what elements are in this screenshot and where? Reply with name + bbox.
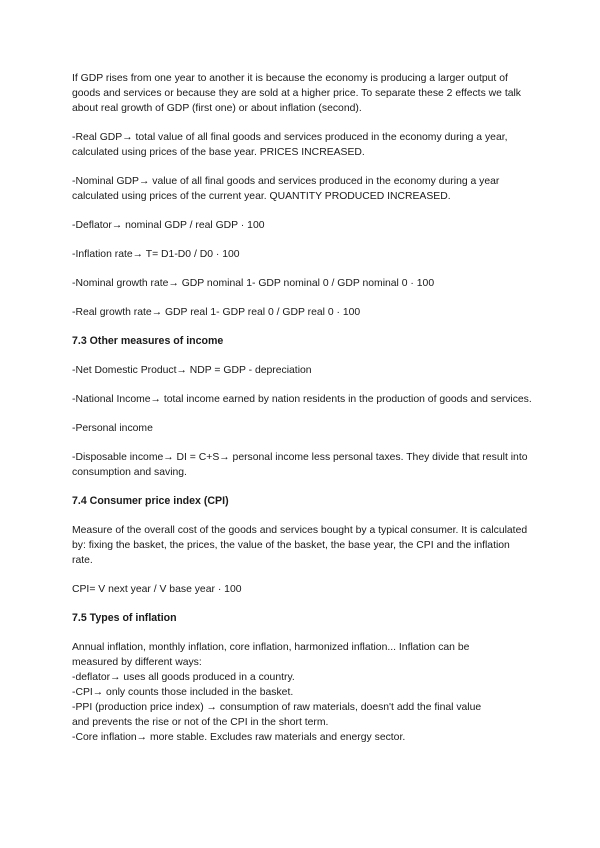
ndp-definition: -Net Domestic Product→ NDP = GDP - depreciation: [72, 365, 312, 376]
inflation-types-line: measured by different ways:: [72, 657, 202, 668]
cpi-formula: CPI= V next year / V base year · 100: [72, 584, 242, 595]
nominal-gdp-definition: -Nominal GDP→ value of all final goods and services produced in the economy during a year calculated using prices of the current year. QUANTITY PRODUCED INCREASED.: [72, 176, 500, 202]
disposable-income-definition: -Disposable income→ DI = C+S→ personal income less personal taxes. They divide that result into consumption and saving.: [72, 452, 528, 478]
personal-income-item: -Personal income: [72, 423, 153, 434]
inflation-types-line: -PPI (production price index) → consumption of raw materials, doesn't add the final value: [72, 702, 482, 713]
inflation-rate-formula: -Inflation rate→ T= D1-D0 / D0 · 100: [72, 249, 240, 260]
section-7-4-heading: 7.4 Consumer price index (CPI): [72, 495, 229, 507]
inflation-types-line: -Core inflation→ more stable. Excludes raw materials and energy sector.: [72, 732, 406, 743]
nominal-growth-formula: -Nominal growth rate→ GDP nominal 1- GDP nominal 0 / GDP nominal 0 · 100: [72, 278, 435, 289]
inflation-types-line: and prevents the rise or not of the CPI in the short term.: [72, 717, 329, 728]
inflation-types-line: -CPI→ only counts those included in the basket.: [72, 687, 294, 698]
inflation-types-line: -deflator→ uses all goods produced in a country.: [72, 672, 295, 683]
intro-paragraph: If GDP rises from one year to another it is because the economy is producing a larger output of goods and services or because they are sold at a higher price. To separate these 2 effects we talk about real growth of GDP (first one) or about inflation (second).: [72, 73, 521, 114]
document-page: [72, 71, 532, 745]
real-gdp-definition: -Real GDP→ total value of all final goods and services produced in the economy during a year, calculated using prices of the base year. PRICES INCREASED.: [72, 132, 508, 158]
national-income-definition: -National Income→ total income earned by nation residents in the production of goods and services.: [72, 394, 532, 405]
section-7-3-heading: 7.3 Other measures of income: [72, 335, 224, 347]
real-growth-formula: -Real growth rate→ GDP real 1- GDP real 0 / GDP real 0 · 100: [72, 307, 361, 318]
deflator-formula: -Deflator→ nominal GDP / real GDP · 100: [72, 220, 265, 231]
section-7-5-heading: 7.5 Types of inflation: [72, 612, 177, 624]
inflation-types-line: Annual inflation, monthly inflation, core inflation, harmonized inflation... Inflation can be: [72, 642, 470, 653]
cpi-description: Measure of the overall cost of the goods and services bought by a typical consumer. It is calculated by: fixing the basket, the prices, the value of the basket, the base year, the CPI and the inflation rate.: [72, 525, 528, 566]
